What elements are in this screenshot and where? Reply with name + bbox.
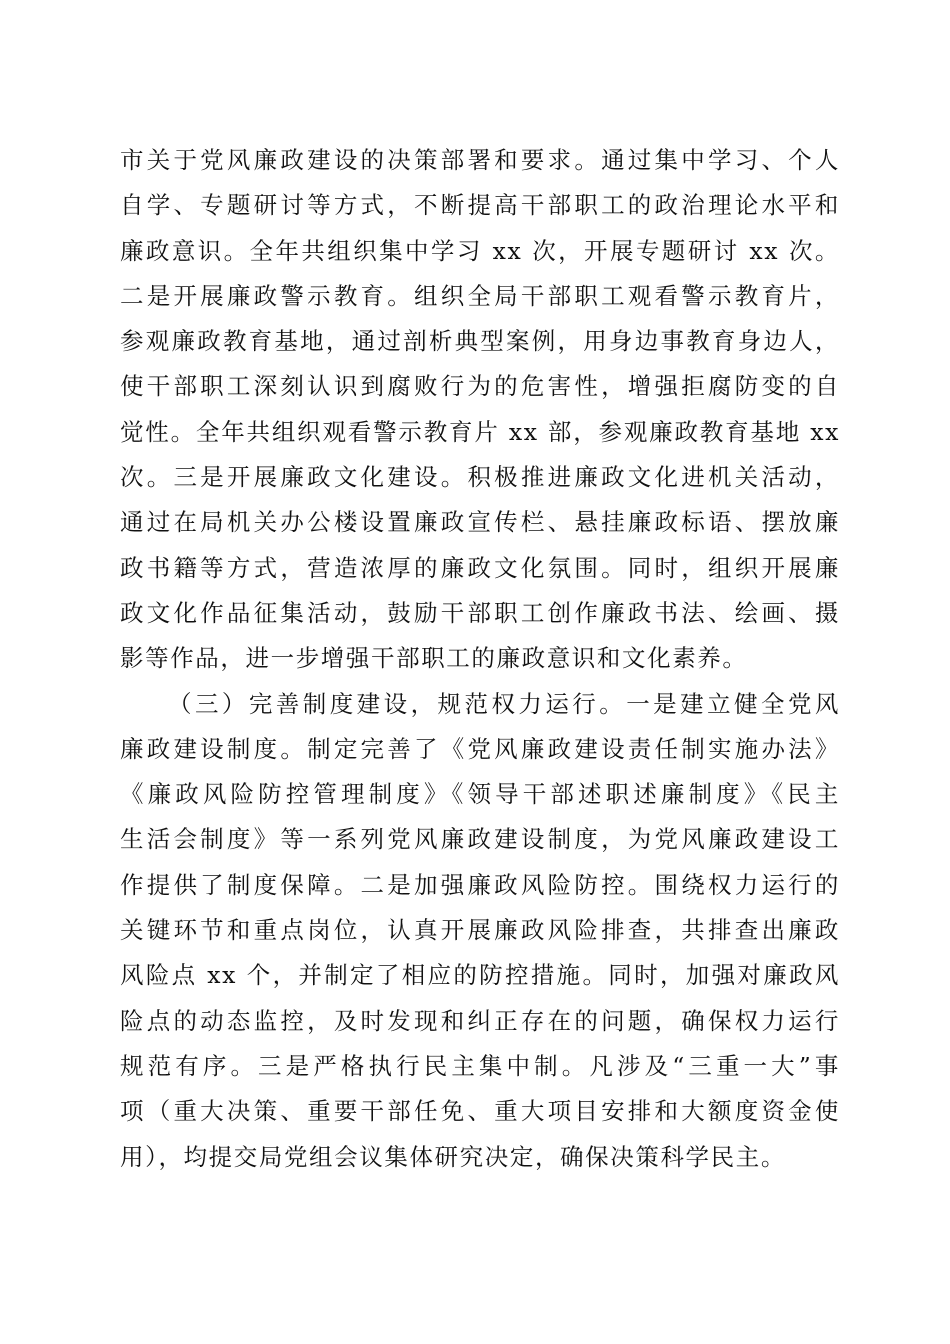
text-line: 二是开展廉政警示教育。组织全局干部职工观看警示教育片， (120, 281, 840, 310)
text-line: 影等作品，进一步增强干部职工的廉政意识和文化素养。 (120, 644, 748, 673)
text-line: 风险点 xx 个，并制定了相应的防控措施。同时，加强对廉政风 (120, 961, 840, 990)
text-line: 廉政建设制度。制定完善了《党风廉政建设责任制实施办法》 (120, 734, 840, 763)
document-body (120, 138, 840, 1180)
text-line: 廉政意识。全年共组织集中学习 xx 次，开展专题研讨 xx 次。 (120, 236, 840, 265)
text-line: 险点的动态监控，及时发现和纠正存在的问题，确保权力运行 (120, 1006, 840, 1035)
text-line: 规范有序。三是严格执行民主集中制。凡涉及“三重一大”事 (120, 1051, 840, 1080)
text-line: 《廉政风险防控管理制度》《领导干部述职述廉制度》《民主 (120, 780, 840, 809)
text-line: 政书籍等方式，营造浓厚的廉政文化氛围。同时，组织开展廉 (120, 553, 840, 582)
text-line: 参观廉政教育基地，通过剖析典型案例，用身边事教育身边人， (120, 327, 840, 356)
text-line: 用），均提交局党组会议集体研究决定，确保决策科学民主。 (120, 1142, 786, 1171)
text-line: 市关于党风廉政建设的决策部署和要求。通过集中学习、个人 (120, 146, 840, 174)
text-line: 政文化作品征集活动，鼓励干部职工创作廉政书法、绘画、摄 (120, 598, 840, 627)
text-line: 次。三是开展廉政文化建设。积极推进廉政文化进机关活动， (120, 463, 840, 492)
text-line: 自学、专题研讨等方式，不断提高干部职工的政治理论水平和 (120, 191, 840, 220)
text-line: 觉性。全年共组织观看警示教育片 xx 部，参观廉政教育基地 xx (120, 417, 840, 446)
text-line: 使干部职工深刻认识到腐败行为的危害性，增强拒腐防变的自 (120, 372, 840, 401)
text-line: 项（重大决策、重要干部任免、重大项目安排和大额度资金使 (120, 1097, 840, 1126)
section-heading-line: （三）完善制度建设，规范权力运行。一是建立健全党风 (168, 689, 840, 718)
text-line: 生活会制度》等一系列党风廉政建设制度，为党风廉政建设工 (120, 825, 840, 854)
text-line: 通过在局机关办公楼设置廉政宣传栏、悬挂廉政标语、摆放廉 (120, 508, 840, 537)
text-line: 作提供了制度保障。二是加强廉政风险防控。围绕权力运行的 (120, 870, 840, 899)
text-line: 关键环节和重点岗位，认真开展廉政风险排查，共排查出廉政 (120, 916, 840, 945)
